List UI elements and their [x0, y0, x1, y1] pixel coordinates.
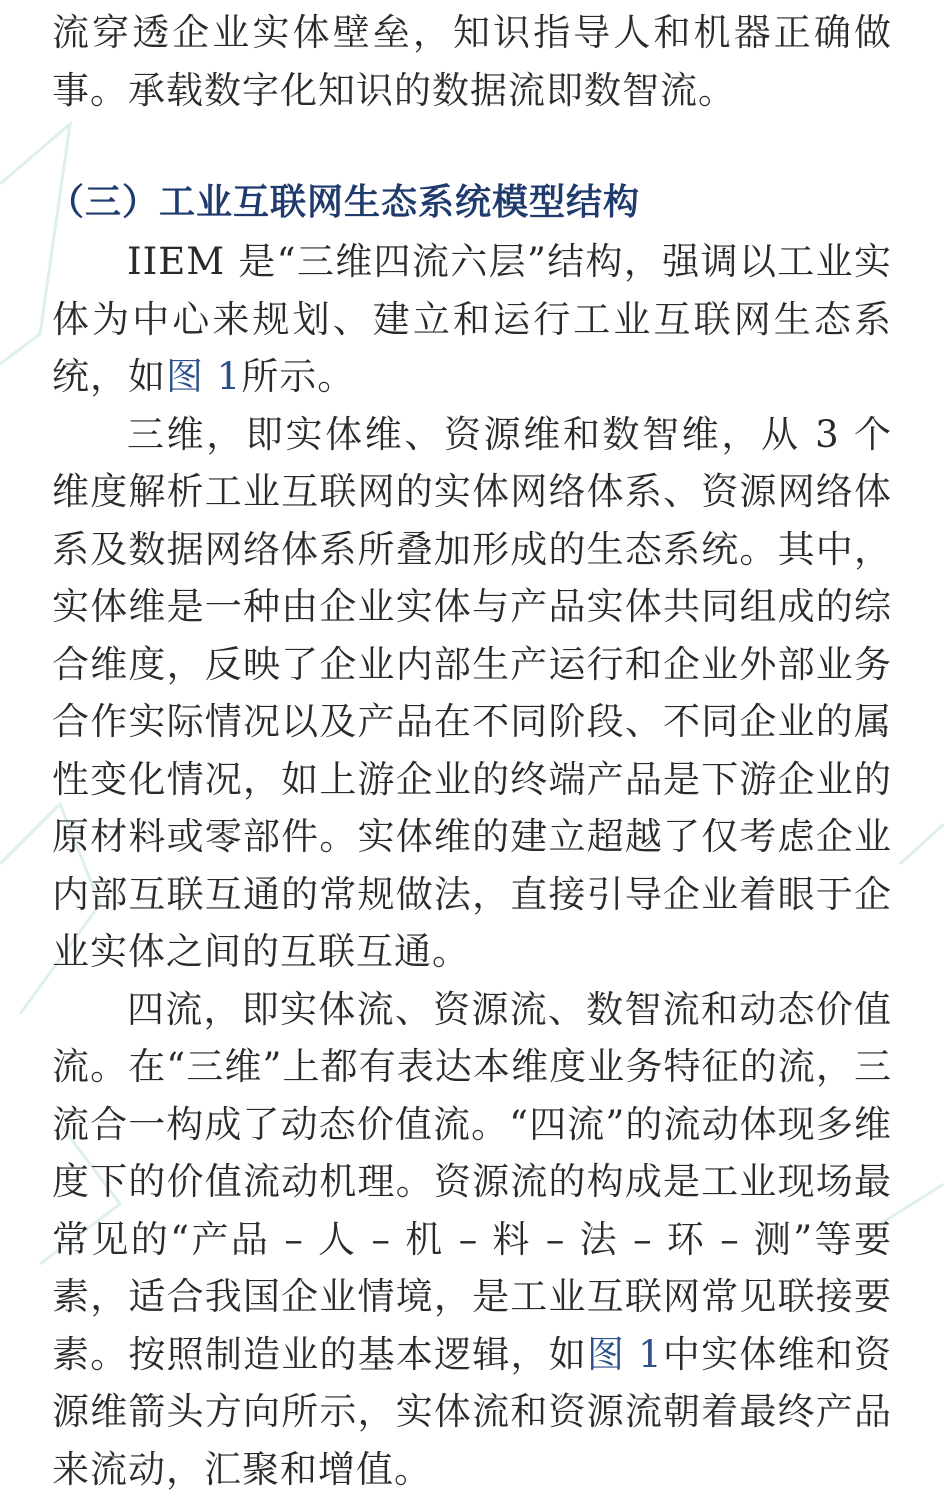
document-page [0, 4, 944, 1498]
figure-1-link-2[interactable]: 图 1 [587, 1333, 663, 1376]
figure-1-link[interactable]: 图 1 [166, 355, 241, 398]
paragraph-1-text-end: 所示。 [241, 355, 355, 398]
paragraph-three-dimensions: 三维，即实体维、资源维和数智维，从 3 个维度解析工业互联网的实体网络体系、资源网络体系及数据网络体系所叠加形成的生态系统。其中，实体维是一种由企业实体与产品实体共同组成的综合维度，反映了企业内部生产运行和企业外部业务合作实际情况以及产品在不同阶段、不同企业的属性变化情况，如上游企业的终端产品是下游企业的原材料或零部件。实体维的建立超越了仅考虑企业内部互联互通的常规做法，直接引导企业着眼于企业实体之间的互联互通。 [52, 406, 892, 981]
section-heading: （三）工业互联网生态系统模型结构 [48, 173, 892, 233]
paragraph-1-text: IIEM 是“三维四流六层”结构，强调以工业实体为中心来规划、建立和运行工业互联网生态系统，如 [52, 240, 892, 398]
paragraph-four-flows [52, 981, 892, 1498]
paragraph-iiem-structure [52, 233, 892, 406]
paragraph-3-text-end: 中实体维和资源维箭头方向所示，实体流和资源流朝着最终产品来流动，汇聚和增值。 [52, 1333, 892, 1491]
intro-paragraph: 流穿透企业实体壁垒，知识指导人和机器正确做事。承载数字化知识的数据流即数智流。 [52, 4, 892, 119]
paragraph-3-text: 四流，即实体流、资源流、数智流和动态价值流。在“三维”上都有表达本维度业务特征的流，三流合一构成了动态价值流。“四流”的流动体现多维度下的价值流动机理。资源流的构成是工业现场最常见的“产品 – 人 – 机 – 料 – 法 – 环 – 测”等要素，适合我国企业情境，是工业互联网常见联接要素。按照制造业的基本逻辑，如 [52, 988, 892, 1376]
